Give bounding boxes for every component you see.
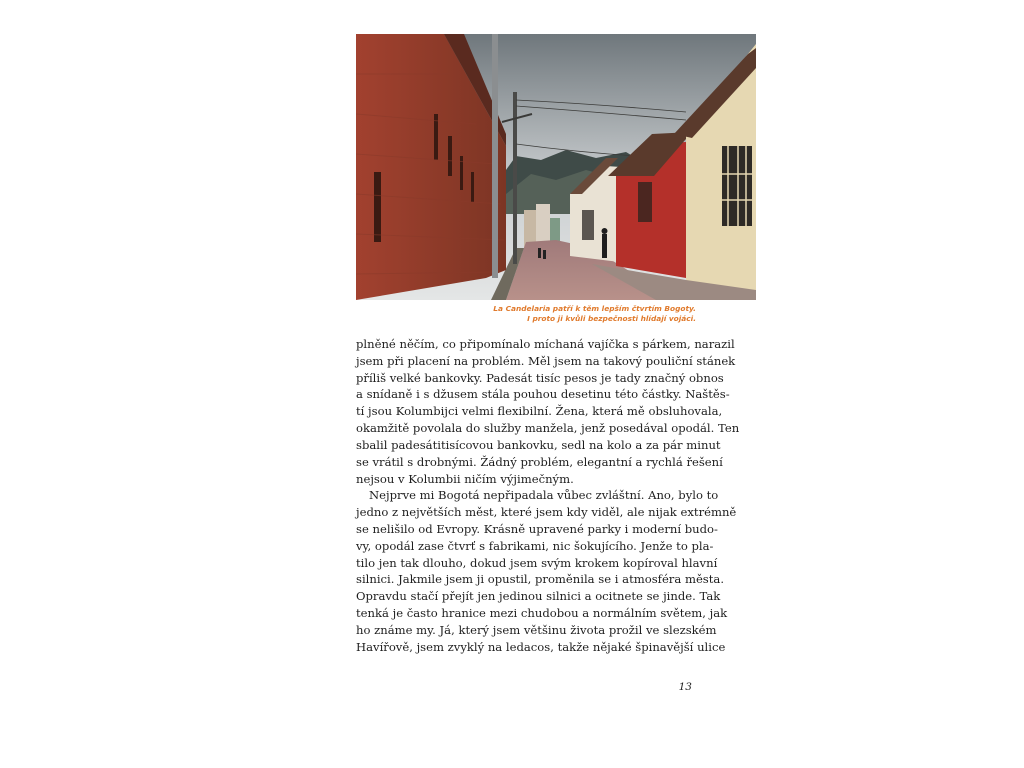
paragraph-1 xyxy=(356,336,740,487)
body-text xyxy=(356,336,740,655)
text-line: plněné něčím, co připomínalo míchaná vajíčka s párkem, narazil xyxy=(356,337,735,351)
street-photo xyxy=(356,34,756,300)
text-line: vy, opodál zase čtvrť s fabrikami, nic šokujícího. Jenže to pla- xyxy=(356,538,714,553)
text-line: ho známe my. Já, který jsem většinu života prožil ve slezském xyxy=(356,622,717,637)
text-line: jedno z největších měst, které jsem kdy viděl, ale nijak extrémně xyxy=(356,505,737,520)
text-line: Havířově, jsem zvyklý na ledacos, takže nějaké špinavější ulice xyxy=(356,639,726,654)
text-line: tí jsou Kolumbijci velmi flexibilní. Žena, která mě obsluhovala, xyxy=(356,404,723,419)
text-line: se vrátil s drobnými. Žádný problém, elegantní a rychlá řešení xyxy=(356,454,723,469)
text-line: jsem při placení na problém. Měl jsem na takový pouliční stánek xyxy=(356,353,736,368)
text-line: příliš velké bankovky. Padesát tisíc pesos je tady značný obnos xyxy=(356,370,724,385)
photo-caption-line: La Candelaria patří k těm lepším čtvrtím Bogoty. xyxy=(493,304,696,313)
text-line: okamžitě povolala do služby manžela, jenž posedával opodál. Ten xyxy=(356,421,740,436)
text-line: a snídaně i s džusem stála pouhou desetinu této částky. Naštěs- xyxy=(356,387,730,402)
text-line: Opravdu stačí přejít jen jedinou silnici a ocitnete se jinde. Tak xyxy=(356,589,721,604)
text-line: tilo jen tak dlouho, dokud jsem svým krokem kopíroval hlavní xyxy=(356,555,718,570)
photo-caption xyxy=(430,304,696,323)
paragraph-2 xyxy=(356,487,737,655)
text-line: tenká je často hranice mezi chudobou a normálním světem, jak xyxy=(356,606,728,620)
page-number: 13 xyxy=(678,681,692,693)
text-line: sbalil padesátitisícovou bankovku, sedl na kolo a za pár minut xyxy=(356,437,721,452)
text-line: nejsou v Kolumbii ničím výjimečným. xyxy=(356,471,574,486)
text-line: Nejprve mi Bogotá nepřipadala vůbec zvláštní. Ano, bylo to xyxy=(369,488,719,503)
text-line: silnici. Jakmile jsem ji opustil, proměnila se i atmosféra města. xyxy=(356,572,725,587)
text-line: se nelišilo od Evropy. Krásně upravené parky i moderní budo- xyxy=(356,521,718,536)
photo-caption-line: I proto ji kvůli bezpečnosti hlídají vojáci. xyxy=(527,313,696,323)
